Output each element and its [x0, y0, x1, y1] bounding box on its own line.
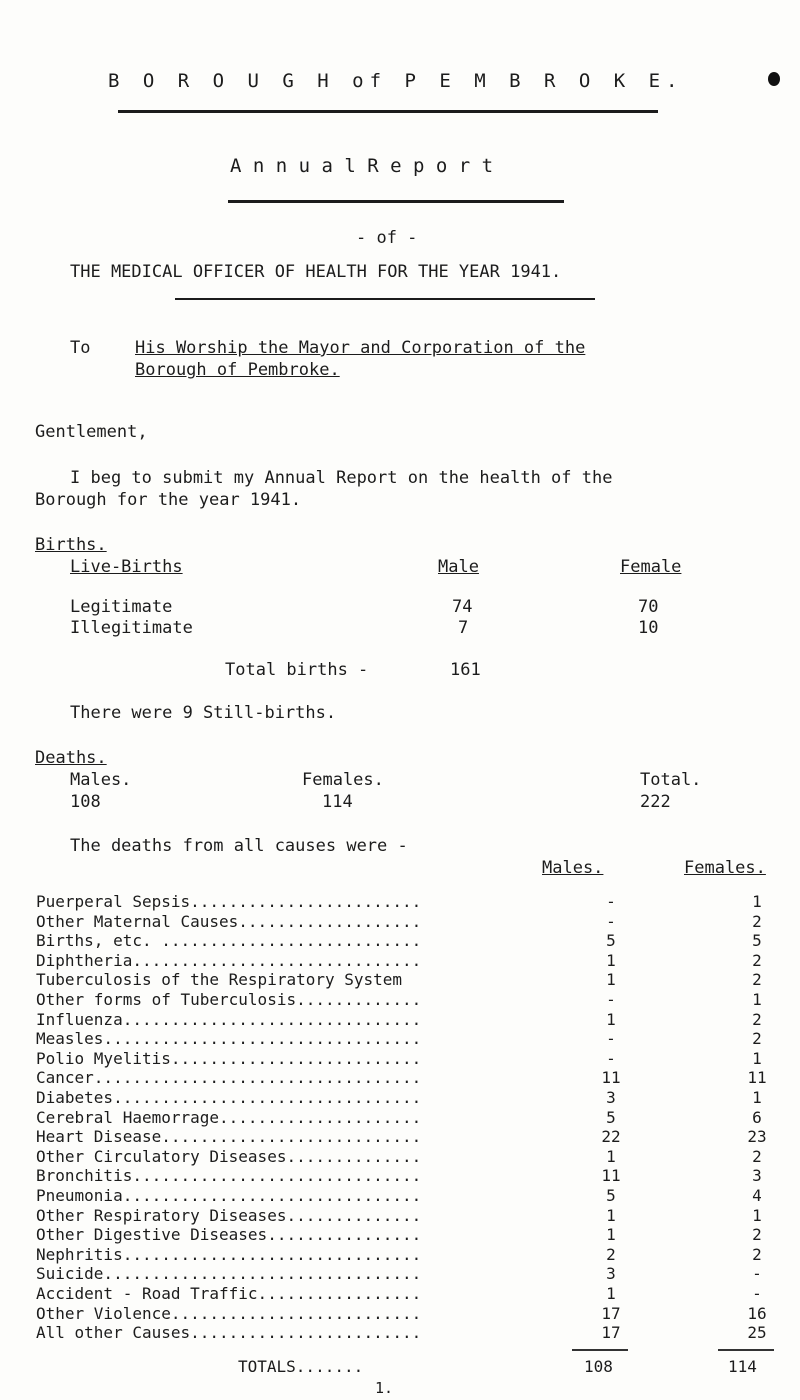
female-count: 16	[747, 1303, 767, 1323]
table-row	[36, 931, 786, 952]
cause-label: Diphtheria..............................	[36, 950, 422, 970]
female-count: 6	[752, 1107, 762, 1127]
female-count: 11	[747, 1068, 767, 1088]
female-count: 1	[752, 1048, 762, 1068]
illegitimate-label: Illegitimate	[70, 618, 193, 638]
table-row	[36, 1127, 786, 1148]
table-row	[36, 912, 786, 933]
table-row	[36, 1166, 786, 1187]
female-count: 2	[752, 911, 762, 931]
table-row	[36, 1108, 786, 1129]
cause-label: Polio Myelitis..........................	[36, 1048, 422, 1068]
female-count: 2	[752, 1244, 762, 1264]
table-row	[36, 1323, 786, 1344]
male-count: 1	[606, 1225, 616, 1245]
intro-line-2: Borough for the year 1941.	[35, 490, 302, 510]
births-heading: Births.	[35, 535, 107, 555]
of-line: - of -	[356, 228, 418, 248]
cause-label: Births, etc. ...........................	[36, 931, 422, 951]
table-row	[36, 951, 786, 972]
female-count: 2	[752, 970, 762, 990]
deaths-males-label: Males.	[70, 770, 132, 790]
table-row	[36, 1068, 786, 1089]
legitimate-male-value: 74	[452, 597, 473, 617]
illegitimate-male-value: 7	[458, 618, 469, 638]
female-count: 2	[752, 1146, 762, 1166]
table-row	[36, 970, 786, 991]
totals-females-value: 114	[728, 1357, 757, 1377]
table-row	[36, 1010, 786, 1031]
cause-label: Suicide.................................	[36, 1264, 422, 1284]
female-count: 5	[752, 931, 762, 951]
cause-label: Cerebral Haemorrage.....................	[36, 1107, 422, 1127]
addressee-line-1: His Worship the Mayor and Corporation of the	[135, 338, 586, 358]
female-count: 25	[747, 1323, 767, 1343]
cause-label: Cancer..................................	[36, 1068, 422, 1088]
cause-label: Other Digestive Diseases................	[36, 1225, 422, 1245]
male-count: 22	[601, 1127, 621, 1147]
female-count: -	[752, 1264, 762, 1284]
males-sum-rule	[572, 1349, 628, 1351]
cause-label: Tuberculosis of the Respiratory System	[36, 970, 403, 990]
totals-males-value: 108	[584, 1357, 613, 1377]
heading-rule-top	[118, 110, 658, 113]
cause-label: Accident - Road Traffic.................	[36, 1284, 422, 1303]
totals-label: TOTALS.......	[238, 1357, 364, 1377]
male-count: 1	[606, 950, 616, 970]
male-count: 17	[601, 1303, 621, 1323]
female-count: 4	[752, 1186, 762, 1205]
table-row	[36, 1049, 786, 1070]
addressee-line-2: Borough of Pembroke.	[135, 360, 340, 380]
cause-label: Influenza...............................	[36, 1009, 422, 1029]
female-count: 1	[752, 1088, 762, 1107]
deaths-females-label: Females.	[302, 770, 384, 790]
deaths-males-value: 108	[70, 792, 101, 812]
still-births-line: There were 9 Still-births.	[70, 703, 337, 723]
deaths-heading: Deaths.	[35, 748, 107, 768]
table-row	[36, 1088, 786, 1109]
cause-label: All other Causes........................	[36, 1323, 422, 1343]
page-number: 1.	[375, 1379, 394, 1398]
intro-line-1: I beg to submit my Annual Report on the health of the	[70, 468, 613, 488]
salutation: Gentlement,	[35, 422, 148, 442]
table-row	[36, 1029, 786, 1050]
cause-label: Other forms of Tuberculosis.............	[36, 990, 422, 1009]
title-rule	[228, 200, 564, 203]
table-row	[36, 892, 786, 913]
table-row	[36, 1284, 786, 1305]
table-row	[36, 1264, 786, 1285]
cause-label: Heart Disease...........................	[36, 1127, 422, 1147]
female-count: 2	[752, 1225, 762, 1245]
deaths-total-label: Total.	[640, 770, 702, 790]
legitimate-female-value: 70	[638, 597, 659, 617]
cause-label: Other Respiratory Diseases..............	[36, 1205, 422, 1225]
female-count: 2	[752, 1029, 762, 1049]
to-label: To	[70, 338, 91, 358]
report-subtitle: THE MEDICAL OFFICER OF HEALTH FOR THE YEAR 1941.	[70, 262, 562, 282]
male-count: 3	[606, 1264, 616, 1284]
causes-males-header: Males.	[542, 858, 604, 878]
table-row	[36, 1304, 786, 1325]
births-male-header: Male	[438, 557, 479, 577]
male-count: 5	[606, 1186, 616, 1205]
male-count: -	[606, 990, 616, 1009]
cause-label: Other Circulatory Diseases..............	[36, 1146, 422, 1166]
male-count: -	[606, 892, 616, 911]
cause-label: Puerperal Sepsis........................	[36, 892, 422, 911]
male-count: 11	[601, 1166, 621, 1186]
cause-label: Diabetes................................	[36, 1088, 422, 1107]
male-count: 1	[606, 970, 616, 990]
deaths-total-value: 222	[640, 792, 671, 812]
male-count: -	[606, 1048, 616, 1068]
male-count: 5	[606, 1107, 616, 1127]
births-female-header: Female	[620, 557, 682, 577]
male-count: 1	[606, 1146, 616, 1166]
live-births-label: Live-Births	[70, 557, 183, 577]
male-count: 1	[606, 1205, 616, 1225]
cause-label: Bronchitis..............................	[36, 1166, 422, 1186]
cause-label: Nephritis...............................	[36, 1244, 422, 1264]
table-row	[36, 1206, 786, 1227]
ink-blot-mark	[768, 72, 780, 86]
male-count: 17	[601, 1323, 621, 1343]
female-count: 3	[752, 1166, 762, 1186]
female-count: 23	[747, 1127, 767, 1147]
female-count: 1	[752, 990, 762, 1009]
causes-intro: The deaths from all causes were -	[70, 836, 408, 856]
female-count: 1	[752, 892, 762, 911]
table-row	[36, 1186, 786, 1207]
cause-label: Measles.................................	[36, 1029, 422, 1049]
cause-label: Other Maternal Causes...................	[36, 911, 422, 931]
male-count: 5	[606, 931, 616, 951]
borough-heading: B O R O U G H of P E M B R O K E.	[108, 70, 684, 92]
cause-label: Other Violence..........................	[36, 1303, 422, 1323]
male-count: 3	[606, 1088, 616, 1107]
table-row	[36, 1225, 786, 1246]
table-row	[36, 1147, 786, 1168]
causes-females-header: Females.	[684, 858, 766, 878]
total-births-label: Total births -	[225, 660, 369, 680]
female-count: 1	[752, 1205, 762, 1225]
male-count: -	[606, 1029, 616, 1049]
females-sum-rule	[718, 1349, 774, 1351]
legitimate-label: Legitimate	[70, 597, 173, 617]
subtitle-rule	[175, 298, 595, 300]
male-count: -	[606, 911, 616, 931]
female-count: 2	[752, 1009, 762, 1029]
illegitimate-female-value: 10	[638, 618, 659, 638]
cause-label: Pneumonia...............................	[36, 1186, 422, 1205]
report-title: A n n u a l R e p o r t	[230, 155, 494, 177]
deaths-females-value: 114	[322, 792, 353, 812]
table-row	[36, 990, 786, 1011]
female-count: -	[752, 1284, 762, 1303]
male-count: 2	[606, 1244, 616, 1264]
table-row	[36, 1245, 786, 1266]
male-count: 1	[606, 1284, 616, 1303]
male-count: 11	[601, 1068, 621, 1088]
male-count: 1	[606, 1009, 616, 1029]
total-births-value: 161	[450, 660, 481, 680]
female-count: 2	[752, 950, 762, 970]
